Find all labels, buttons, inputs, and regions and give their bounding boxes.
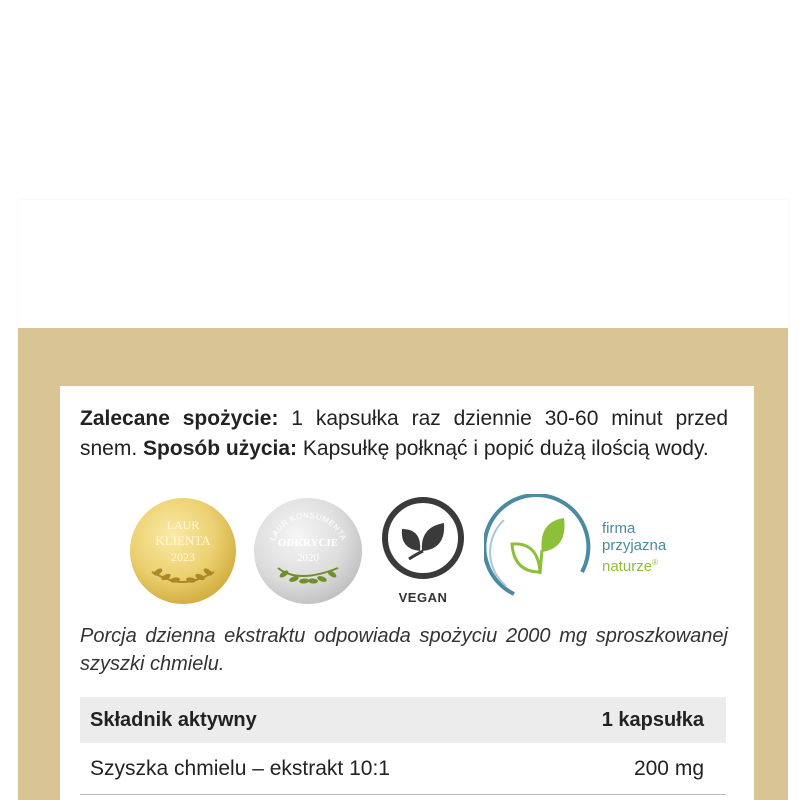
laur-konsumenta-arc-text: LAUR KONSUMENTA	[267, 510, 349, 543]
eco-line2: przyjazna	[602, 537, 667, 554]
table-header-row	[80, 697, 726, 743]
table-row	[80, 743, 726, 795]
laur-klienta-year: 2023	[171, 550, 195, 564]
vegan-leaf-icon	[380, 495, 466, 581]
eco-registered-mark: ®	[652, 558, 658, 567]
vegan-label: VEGAN	[398, 590, 448, 605]
laur-klienta-badge	[130, 498, 236, 604]
usage-instructions	[80, 404, 728, 464]
laur-klienta-line1: LAUR	[166, 518, 200, 532]
method-of-use-text: Kapsułkę połknąć i popić dużą ilością wody.	[297, 437, 709, 460]
eco-line3-wrap	[602, 554, 666, 575]
header-per-capsule: 1 kapsułka	[601, 708, 704, 731]
eco-company-text	[602, 520, 666, 575]
eco-leaf-icon	[484, 494, 594, 606]
laur-konsumenta-badge	[254, 498, 362, 604]
laurel-olive-icon	[254, 498, 362, 604]
ingredients-table	[80, 697, 726, 795]
laurel-wreath-icon	[130, 498, 236, 604]
laur-konsumenta-year: 2020	[297, 552, 319, 564]
laur-klienta-line2: KLIENTA	[155, 533, 211, 548]
ingredient-name: Szyszka chmielu – ekstrakt 10:1	[90, 756, 390, 780]
recommended-intake-label: Zalecane spożycie:	[80, 407, 279, 430]
portion-note: Porcja dzienna ekstraktu odpowiada spożyciu 2000 mg sproszkowanej szyszki chmielu.	[80, 625, 728, 675]
laur-konsumenta-line: ODKRYCIE	[277, 537, 339, 549]
eco-line3: naturze	[602, 558, 653, 575]
eco-line1: firma	[602, 520, 636, 537]
header-ingredient: Składnik aktywny	[90, 708, 257, 731]
method-of-use-label: Sposób użycia:	[143, 437, 298, 460]
ingredient-amount: 200 mg	[633, 756, 704, 780]
recommended-intake-text: 1 kapsułka raz dziennie 30-60 minut przed snem.	[80, 407, 728, 460]
